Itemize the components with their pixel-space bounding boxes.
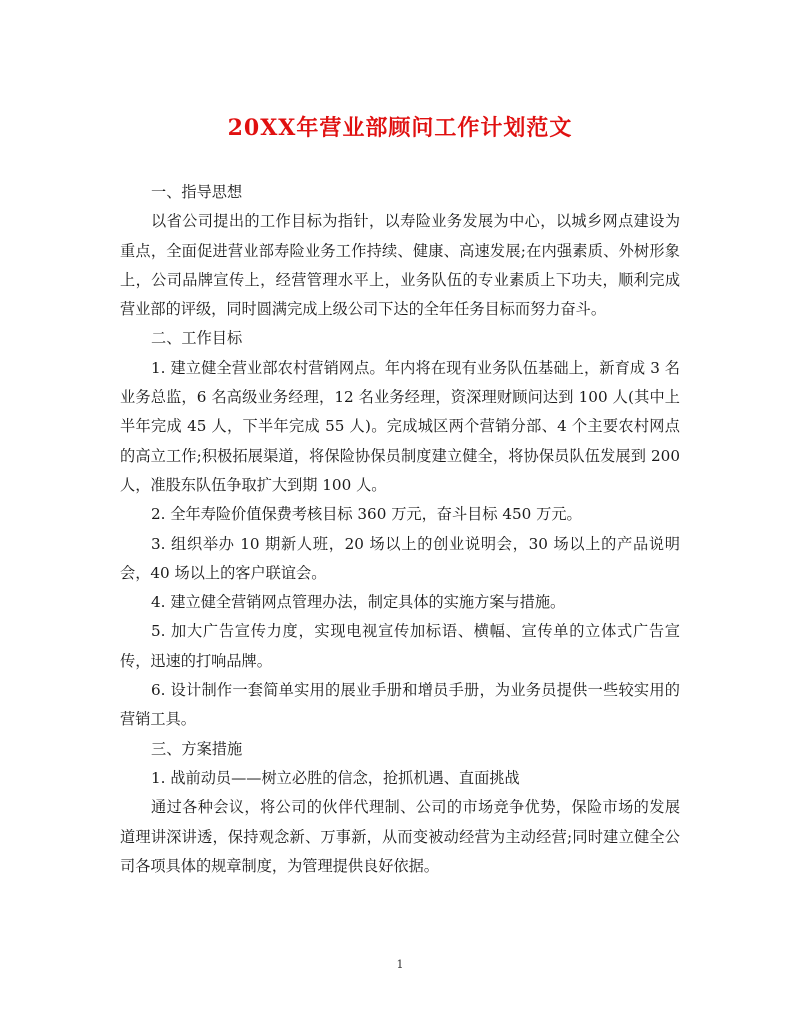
paragraph-goal-1: 1. 建立健全营业部农村营销网点。年内将在现有业务队伍基础上，新育成 3 名业务总监，6 名高级业务经理，12 名业务经理，资深理财顾问达到 100 人(其中上半年完成 45 人，下半年完成 55 人)。完成城区两个营销分部、4 个主要农村网点的高立工作;积极拓展渠道，将保险协保员制度建立健全，将协保员队伍发展到 200 人，准股东队伍争取扩大到期 100 人。 [120,358,680,494]
paragraph-goal-6: 6. 设计制作一套简单实用的展业手册和增员手册，为业务员提供一些较实用的营销工具。 [120,681,680,729]
paragraph-guiding-ideology: 以省公司提出的工作目标为指针，以寿险业务发展为中心，以城乡网点建设为重点，全面促进营业部寿险业务工作持续、健康、高速发展;在内强素质、外树形象上，公司品牌宣传上，经营管理水平上，业务队伍的专业素质上下功夫，顺利完成营业部的评级，同时圆满完成上级公司下达的全年任务目标而努力奋斗。 [120,212,680,319]
document-body [120,178,680,881]
paragraph-measure-1-body: 通过各种会议，将公司的伙伴代理制、公司的市场竞争优势，保险市场的发展道理讲深讲透，保持观念新、万事新，从而变被动经营为主动经营;同时建立健全公司各项具体的规章制度，为管理提供良好依据。 [120,798,680,875]
paragraph-goal-2: 2. 全年寿险价值保费考核目标 360 万元，奋斗目标 450 万元。 [151,505,582,524]
paragraph-measure-1-heading: 1. 战前动员——树立必胜的信念，抢抓机遇、直面挑战 [151,768,520,787]
paragraph-goal-5: 5. 加大广告宣传力度，实现电视宣传加标语、横幅、宣传单的立体式广告宣传，迅速的打响品牌。 [120,622,680,670]
section-heading-guiding-ideology: 一、指导思想 [151,183,243,201]
page-number: 1 [396,958,404,971]
section-heading-work-goals: 二、工作目标 [151,329,243,348]
paragraph-goal-4: 4. 建立健全营销网点管理办法，制定具体的实施方案与措施。 [151,593,566,612]
document-title: 20XX年营业部顾问工作计划范文 [227,115,573,141]
paragraph-goal-3: 3. 组织举办 10 期新人班，20 场以上的创业说明会，30 场以上的产品说明会，40 场以上的客户联谊会。 [120,534,680,582]
section-heading-measures: 三、方案措施 [151,739,243,758]
